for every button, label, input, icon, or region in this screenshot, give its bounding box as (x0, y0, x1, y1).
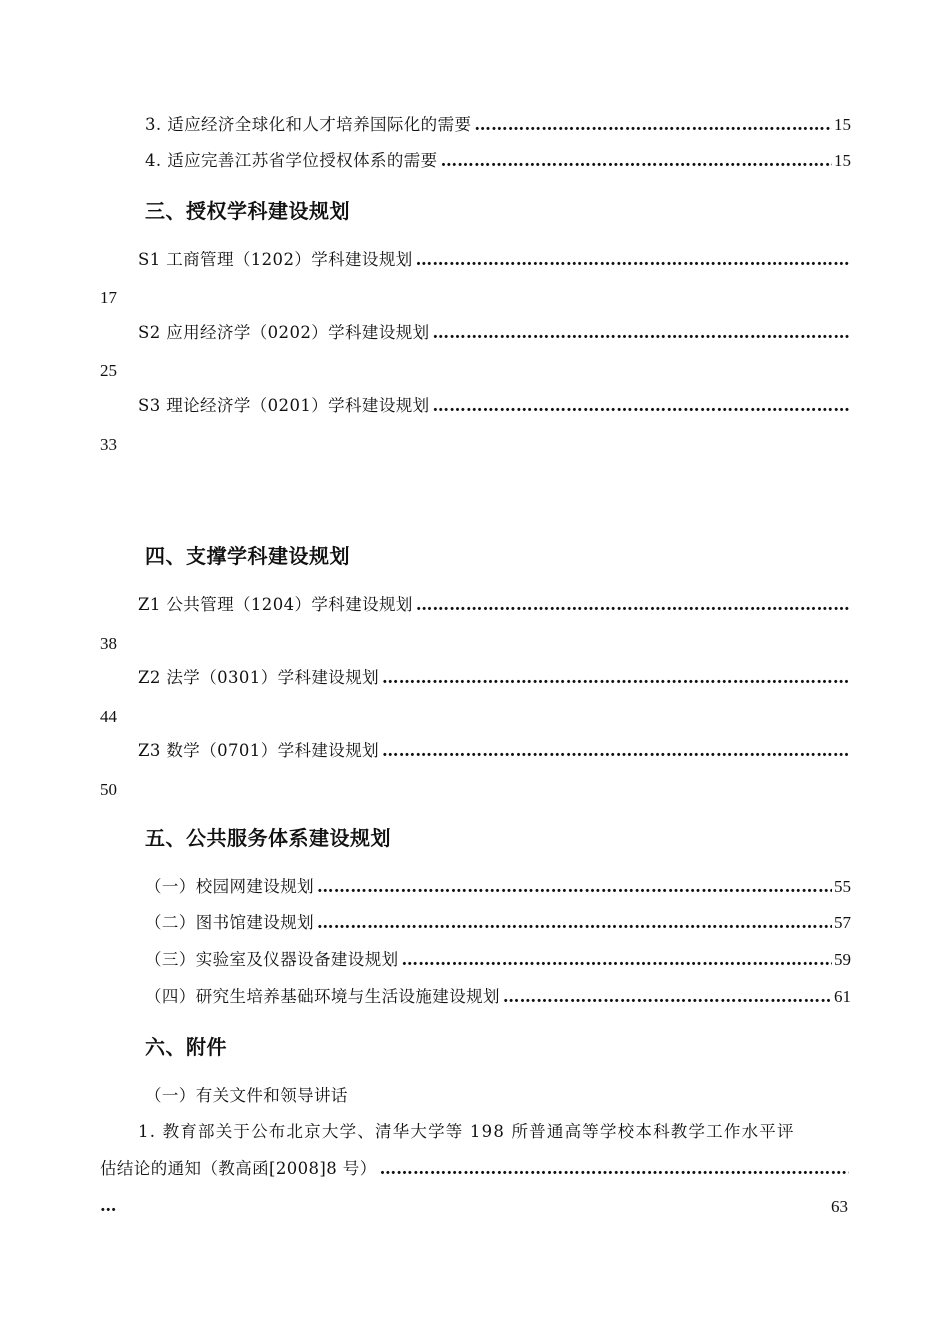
toc-entry[interactable] (145, 114, 851, 136)
toc-subheading: （一）有关文件和领导讲话 (145, 1086, 348, 1105)
toc-entry[interactable] (138, 395, 851, 417)
toc-page-number: 55 (834, 877, 851, 896)
toc-leader-dots (433, 322, 849, 344)
toc-leader-dots (317, 912, 832, 934)
toc-page-number: 50 (100, 780, 117, 799)
toc-leader-dots (402, 949, 833, 971)
section-heading-authorized-disciplines: 三、授权学科建设规划 (145, 199, 350, 223)
toc-leader-dots (380, 1158, 849, 1180)
toc-leader-dots (433, 395, 849, 417)
section-heading-supporting-disciplines: 四、支撑学科建设规划 (145, 544, 350, 568)
toc-entry[interactable] (138, 740, 851, 762)
toc-leader-dots (474, 114, 832, 136)
toc-entry[interactable] (145, 150, 851, 172)
toc-leader-dots (317, 876, 832, 898)
section-heading-public-services: 五、公共服务体系建设规划 (145, 826, 391, 850)
toc-leader-dots (416, 594, 849, 616)
toc-leader-dots (503, 986, 832, 1008)
toc-entry-title-line1[interactable]: 1. 教育部关于公布北京大学、清华大学等 198 所普通高等学校本科教学工作水平评 (138, 1122, 795, 1141)
toc-entry[interactable] (138, 594, 851, 616)
toc-page-number: 15 (834, 151, 851, 170)
toc-leader-dots (416, 249, 849, 271)
toc-entry[interactable] (138, 667, 851, 689)
toc-page-number: 33 (100, 435, 117, 454)
toc-leader-dots (382, 667, 849, 689)
toc-entry-title: Z1 公共管理（1204）学科建设规划 (138, 595, 413, 614)
toc-entry[interactable] (145, 876, 851, 898)
toc-entry-title: S3 理论经济学（0201）学科建设规划 (138, 396, 430, 415)
section-heading-appendix: 六、附件 (145, 1035, 227, 1059)
toc-entry[interactable] (138, 322, 851, 344)
toc-entry-title: （四）研究生培养基础环境与生活设施建设规划 (145, 987, 500, 1006)
toc-entry-title: 3. 适应经济全球化和人才培养国际化的需要 (145, 115, 472, 134)
toc-page-number: 38 (100, 634, 117, 653)
toc-entry[interactable] (145, 912, 851, 934)
toc-page-number: 59 (834, 950, 851, 969)
toc-entry-title-line2: 估结论的通知（教高函[2008]8 号） (100, 1159, 377, 1178)
toc-entry-title: （二）图书馆建设规划 (145, 913, 314, 932)
toc-entry-title: S2 应用经济学（0202）学科建设规划 (138, 323, 430, 342)
toc-leader-dots (441, 150, 832, 172)
toc-page-number: 44 (100, 707, 117, 726)
toc-page-number: 17 (100, 288, 117, 307)
toc-entry-title: （一）校园网建设规划 (145, 877, 314, 896)
toc-entry[interactable] (100, 1158, 851, 1180)
toc-entry[interactable] (145, 949, 851, 971)
toc-entry[interactable] (138, 249, 851, 271)
toc-page-number: 57 (834, 913, 851, 932)
toc-page-number: 63 (831, 1197, 848, 1216)
toc-leader-dots (382, 740, 849, 762)
toc-page-number: 25 (100, 361, 117, 380)
toc-entry-title: Z2 法学（0301）学科建设规划 (138, 668, 379, 687)
toc-entry[interactable] (145, 986, 851, 1008)
toc-page-number: 61 (834, 987, 851, 1006)
toc-entry-title: Z3 数学（0701）学科建设规划 (138, 741, 379, 760)
toc-entry-title: S1 工商管理（1202）学科建设规划 (138, 250, 413, 269)
toc-page-number: 15 (834, 115, 851, 134)
toc-entry-title: （三）实验室及仪器设备建设规划 (145, 950, 399, 969)
toc-leader-dots-continuation: … (100, 1196, 117, 1215)
toc-entry-title: 4. 适应完善江苏省学位授权体系的需要 (145, 151, 438, 170)
